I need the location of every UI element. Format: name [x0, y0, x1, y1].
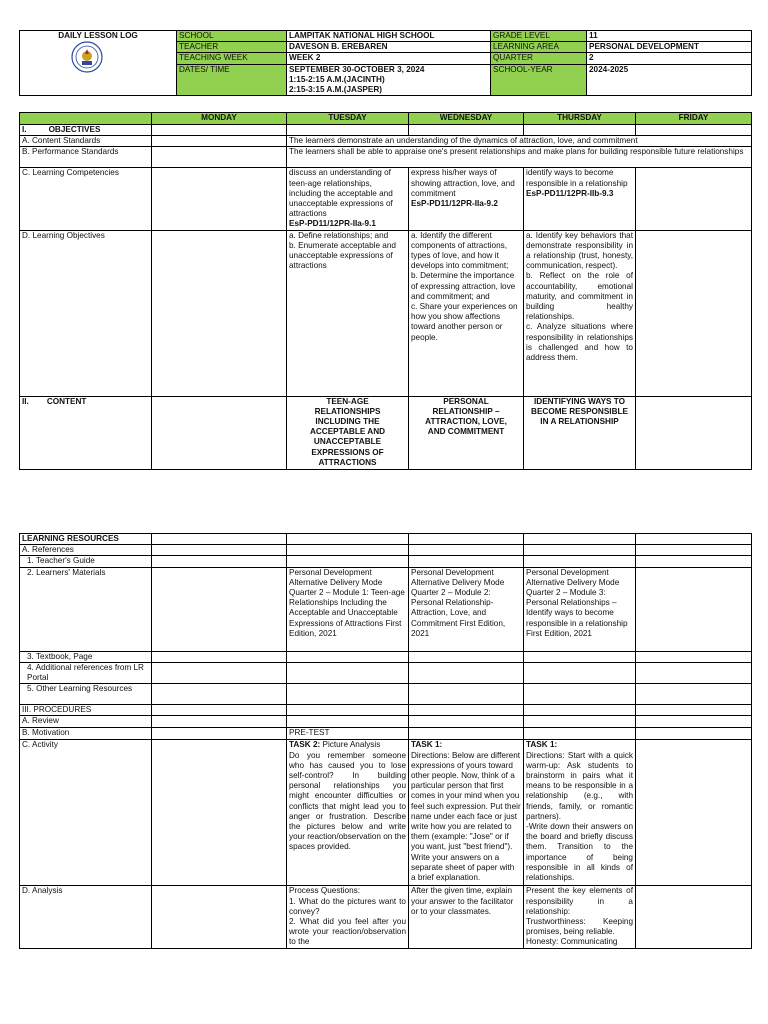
learners-materials-label: 2. Learners' Materials [20, 567, 152, 651]
competencies-label: C. Learning Competencies [20, 168, 152, 230]
content-heading: II. CONTENT [20, 396, 152, 469]
header-table [19, 30, 752, 96]
week-value: WEEK 2 [287, 53, 491, 64]
area-value: PERSONAL DEVELOPMENT [587, 42, 752, 53]
materials-tuesday: Personal Development Alternative Delivery Mode Quarter 2 – Module 1: Teen-age Relationships Including the Acceptable and Unacceptable Expressions of Attractions First Edition, 2021 [287, 567, 409, 651]
resources-heading: LEARNING RESOURCES [20, 534, 152, 545]
other-resources-label: 5. Other Learning Resources [20, 684, 152, 705]
dates-label: DATES/ TIME [177, 64, 287, 96]
day-thursday: THURSDAY [524, 113, 636, 125]
analysis-wednesday: After the given time, explain your answer to the facilitator or to your classmates. [409, 886, 524, 948]
grade-label: GRADE LEVEL [491, 31, 587, 42]
day-tuesday: TUESDAY [287, 113, 409, 125]
objectives-tuesday: a. Define relationships; and b. Enumerate acceptable and unacceptable expressions of attractions [287, 230, 409, 396]
competency-thursday: identify ways to become responsible in a relationship EsP-PD11/12PR-IIb-9.3 [524, 168, 636, 230]
additional-references-label: 4. Additional references from LR Portal [20, 662, 152, 683]
content-standards-label: A. Content Standards [20, 136, 152, 147]
day-friday: FRIDAY [636, 113, 752, 125]
motivation-tuesday: PRE-TEST [287, 728, 409, 740]
content-tuesday: TEEN-AGE RELATIONSHIPS INCLUDING THE ACCEPTABLE AND UNACCEPTABLE EXPRESSIONS OF ATTRACTIONS [287, 396, 409, 469]
motivation-label: B. Motivation [20, 728, 152, 740]
sy-value: 2024-2025 [587, 64, 752, 96]
log-title: DAILY LESSON LOG [20, 31, 177, 96]
procedures-heading: III. PROCEDURES [20, 705, 152, 716]
teachers-guide-label: 1. Teacher's Guide [20, 556, 152, 567]
teacher-value: DAVESON B. EREBAREN [287, 42, 491, 53]
performance-standards-label: B. Performance Standards [20, 147, 152, 168]
quarter-value: 2 [587, 53, 752, 64]
learning-objectives-label: D. Learning Objectives [20, 230, 152, 396]
materials-thursday: Personal Development Alternative Delivery Mode Quarter 2 – Module 3: Personal Relationships – Identify ways to become responsible in a relationship First Edition, 2021 [524, 567, 636, 651]
objectives-table [19, 112, 752, 470]
school-value: LAMPITAK NATIONAL HIGH SCHOOL [287, 31, 491, 42]
activity-label: C. Activity [20, 740, 152, 886]
competency-tuesday: discuss an understanding of teen-age relationships, including the acceptable and unacceptable expressions of attractions EsP-PD11/12PR-IIa-9.1 [287, 168, 409, 230]
activity-wednesday: TASK 1: Directions: Below are different expressions of yours toward other people. Now, think of a particular person that first comes in your mind when you feel such expression. Put their name under each face or just write how you are related to them (example: "Jose" or if you want, just "best friend"). Write your answers on a separate sheet of paper with a brief explanation. [409, 740, 524, 886]
activity-thursday: TASK 1: Directions: Start with a quick warm-up: Ask students to brainstorm in pairs what it means to be responsible in a relationship (e.g., with friends, family, or romantic partners). -Write down their answers on the board and briefly discuss them. Transition to the importance of being responsible in all kinds of relationships. [524, 740, 636, 886]
quarter-label: QUARTER [491, 53, 587, 64]
activity-tuesday: TASK 2: Picture Analysis Do you remember someone who has caused you to lose self-control? In building personal relationships you might encounter difficulties or conflicts that might lead you to anger or frustration. Describe the pictures below and write your reaction/observation on the spaces provided. [287, 740, 409, 886]
objectives-wednesday: a. Identify the different components of attractions, types of love, and how it develops into commitment; b. Determine the importance of expressing attraction, love and commitment; and c. Share your experiences on how you show affections toward another person or people. [409, 230, 524, 396]
performance-standards-text: The learners shall be able to appraise one's present relationships and make plans for building responsible future relationships [287, 147, 752, 168]
references-label: A. References [20, 545, 152, 556]
week-label: TEACHING WEEK [177, 53, 287, 64]
sy-label: SCHOOL-YEAR [491, 64, 587, 96]
analysis-thursday: Present the key elements of responsibility in a relationship: Trustworthiness: Keeping promises, being reliable. Honesty: Communicating [524, 886, 636, 948]
competency-wednesday: express his/her ways of showing attraction, love, and commitment EsP-PD11/12PR-IIa-9.2 [409, 168, 524, 230]
content-thursday: IDENTIFYING WAYS TO BECOME RESPONSIBLE IN A RELATIONSHIP [524, 396, 636, 469]
analysis-label: D. Analysis [20, 886, 152, 948]
grade-value: 11 [587, 31, 752, 42]
school-label: SCHOOL [177, 31, 287, 42]
analysis-tuesday: Process Questions: 1. What do the pictures want to convey? 2. What did you feel after you wrote your reaction/observation to the [287, 886, 409, 948]
textbook-label: 3. Textbook, Page [20, 651, 152, 662]
resources-table [19, 533, 752, 949]
teacher-label: TEACHER [177, 42, 287, 53]
materials-wednesday: Personal Development Alternative Delivery Mode Quarter 2 – Module 2: Personal Relationship-Attraction, Love, and Commitment First Edition, 2021 [409, 567, 524, 651]
objectives-thursday: a. Identify key behaviors that demonstrate responsibility in a relationship (trust, honesty, communication, respect). b. Reflect on the role of accountability, emotional maturity, and commitment in building healthy relationships. c. Analyze situations where responsibility in relationships is challenged and how to address them. [524, 230, 636, 396]
day-wednesday: WEDNESDAY [409, 113, 524, 125]
day-monday: MONDAY [152, 113, 287, 125]
objectives-heading: I. OBJECTIVES [20, 125, 152, 136]
content-standards-text: The learners demonstrate an understanding of the dynamics of attraction, love, and commitment [287, 136, 752, 147]
review-label: A. Review [20, 716, 152, 728]
content-wednesday: PERSONAL RELATIONSHIP – ATTRACTION, LOVE, AND COMMITMENT [409, 396, 524, 469]
corner-cell [20, 113, 152, 125]
area-label: LEARNING AREA [491, 42, 587, 53]
dates-value: SEPTEMBER 30-OCTOBER 3, 2024 1:15-2:15 A.M.(JACINTH) 2:15-3:15 A.M.(JASPER) [287, 64, 491, 96]
